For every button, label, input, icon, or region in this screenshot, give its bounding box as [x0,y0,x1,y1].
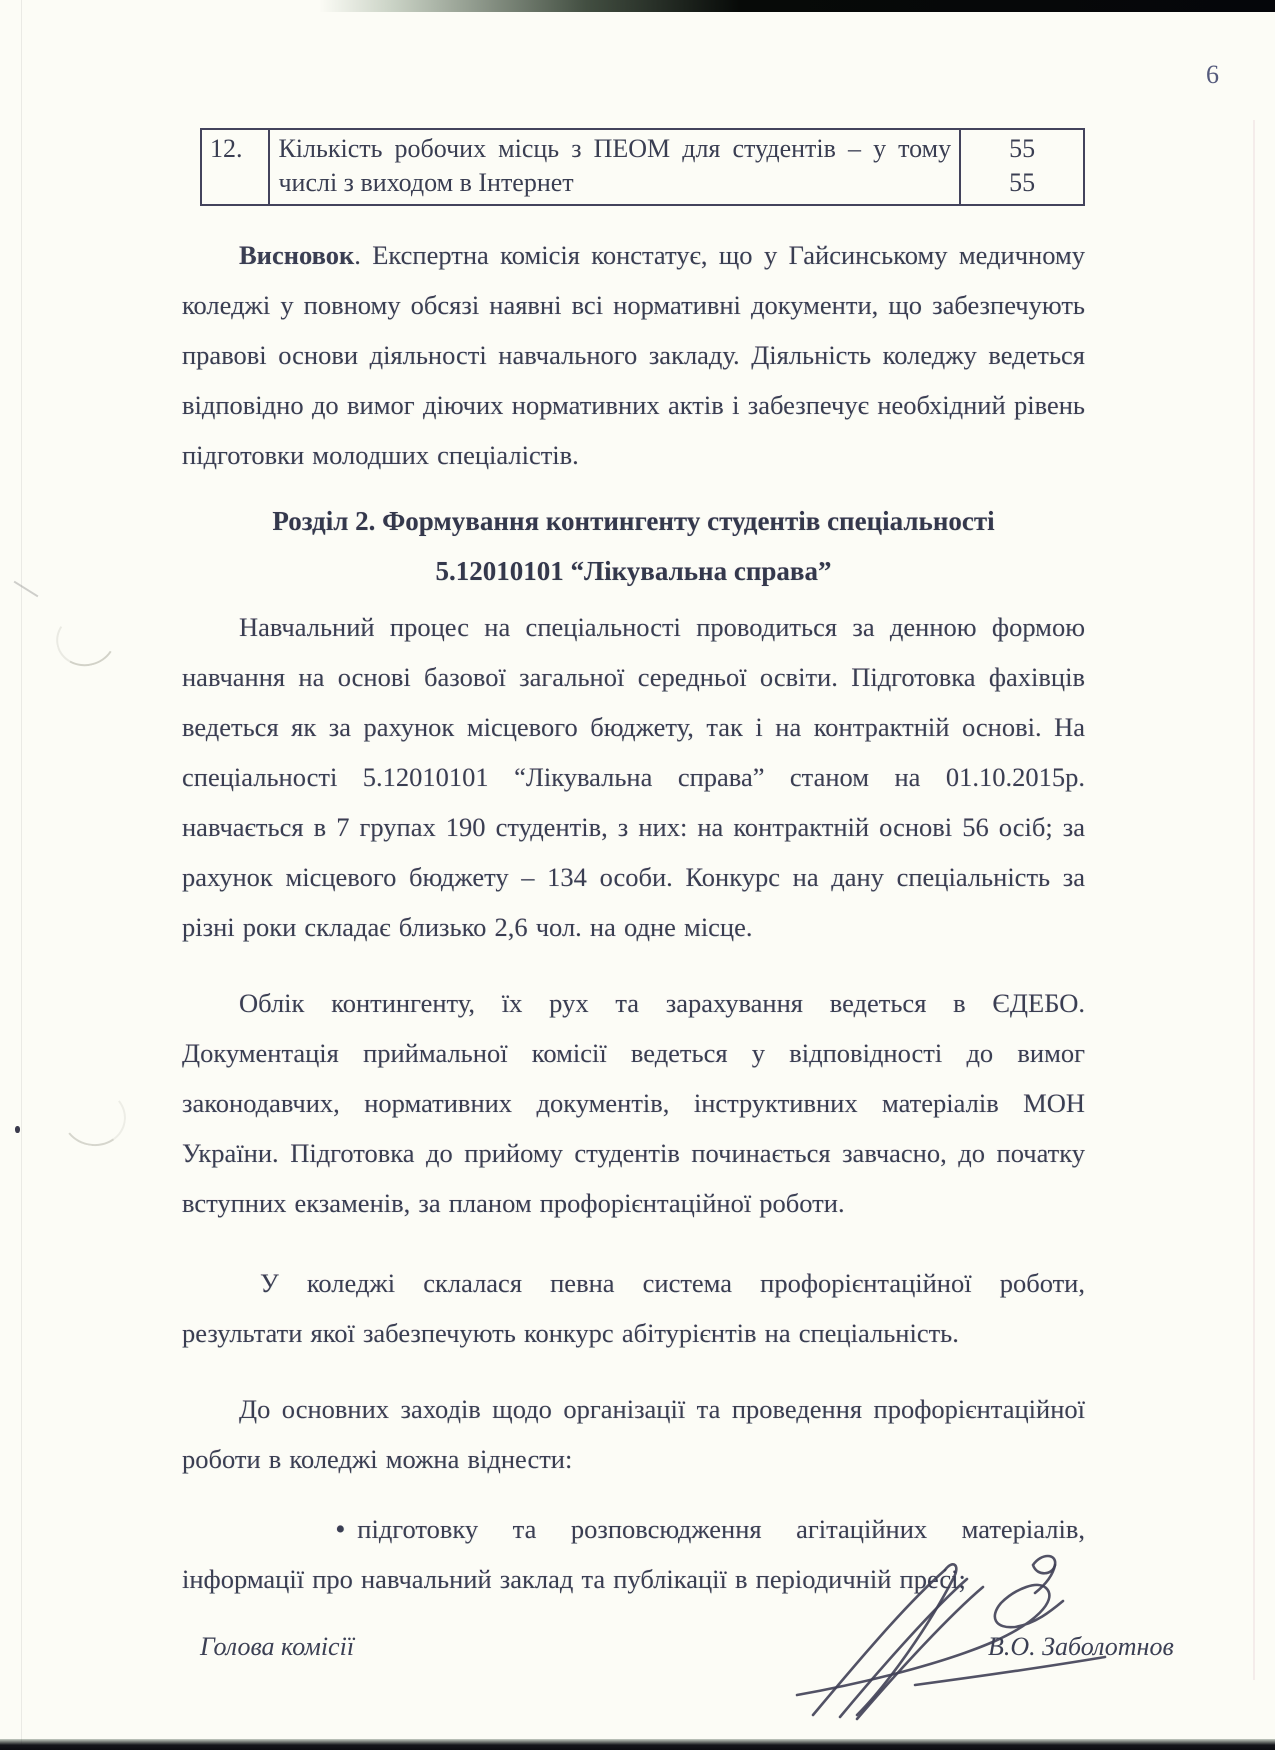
conclusion-paragraph [182,230,1085,480]
scan-right-edge-line [1253,120,1255,1680]
conclusion-text: . Експертна комісія констатує, що у Гайсинському медичному коледжі у повному обсязі наявні всі нормативні документи, що забезпечують правові основи діяльності навчального закладу. Діяльність коледжу ведеться відповідно до вимог діючих нормативних актів і забезпечує необхідний рівень підготовки молодших спеціалістів. [182,240,1085,470]
section-heading [182,496,1085,596]
section-heading-line1: Розділ 2. Формування контингенту студентів спеціальності [272,506,995,536]
indicator-table [200,128,1085,206]
punch-hole-mark [50,606,121,673]
bullet-icon: • [335,1512,346,1546]
document-content [182,0,1085,1604]
body-paragraph: У коледжі склалася певна система профорієнтаційної роботи, результати якої забезпечують конкурс абітурієнтів на спеціальність. [182,1268,1085,1348]
scan-scratch-mark [14,581,39,598]
table-row [201,129,1084,205]
row-description-cell: Кількість робочих місць з ПЕОМ для студентів – у тому числі з виходом в Інтернет [269,129,960,205]
value-line: 55 [1009,168,1036,197]
bullet-item-text: підготовку та розповсюдження агітаційних матеріалів, інформації про навчальний заклад та публікації в періодичній пресі; [182,1514,1085,1594]
ink-speck [15,1126,20,1133]
body-paragraph: До основних заходів щодо організації та проведення профорієнтаційної роботи в коледжі можна віднести: [182,1394,1085,1474]
commission-head-label: Голова комісії [200,1632,355,1661]
signature-name: В.О. Заболотнов [988,1632,1174,1661]
scan-bottom-edge-artifact [0,1739,1275,1750]
conclusion-lead: Висновок [239,240,355,270]
scan-left-edge-line [21,0,22,1750]
page-number: 6 [1206,60,1219,89]
body-paragraph: Облік контингенту, їх рух та зарахування ведеться в ЄДЕБО. Документація приймальної комісії ведеться у відповідності до вимог законодавчих, нормативних документів, інструктивних матеріалів МОН України. Підготовка до прийому студентів починається завчасно, до початку вступних екзаменів, за планом профорієнтаційної роботи. [182,988,1085,1218]
signature-stroke [1033,1556,1055,1573]
signature-stroke [840,1579,967,1717]
row-number-cell: 12. [201,129,269,205]
section-heading-line2: 5.12010101 “Лікувальна справа” [435,556,832,586]
row-value-cell [960,129,1084,205]
punch-hole-mark [58,1084,129,1150]
value-line: 55 [1009,134,1036,163]
body-paragraph: Навчальний процес на спеціальності проводиться за денною формою навчання на основі базової загальної середньої освіти. Підготовка фахівців ведеться як за рахунок місцевого бюджету, так і на контрактній основі. На спеціальності 5.12010101 “Лікувальна справа” станом на 01.10.2015р. навчається в 7 групах 190 студентів, з них: на контрактній основі 56 осіб; за рахунок місцевого бюджету – 134 особи. Конкурс на дану спеціальність за різні роки складає близько 2,6 чол. на одне місце. [182,612,1085,942]
